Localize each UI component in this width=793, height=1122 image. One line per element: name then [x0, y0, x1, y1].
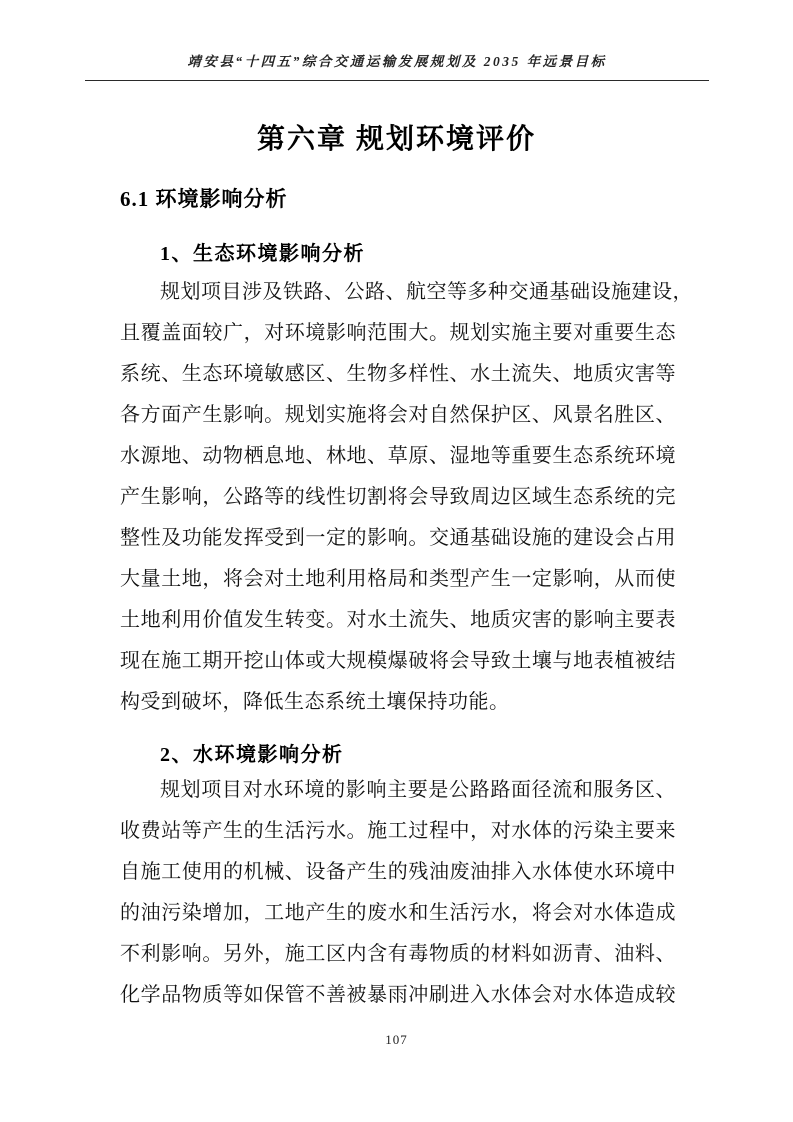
- paragraph-line: 系统、生态环境敏感区、生物多样性、水土流失、地质灾害等: [120, 363, 676, 385]
- paragraph-line: 土地利用价值发生转变。对水土流失、地质灾害的影响主要表: [120, 609, 676, 631]
- subsection-heading-2: 2、水环境影响分析: [160, 744, 344, 766]
- paragraph-line: 的油污染增加，工地产生的废水和生活污水，将会对水体造成: [120, 902, 676, 924]
- paragraph-line: 产生影响，公路等的线性切割将会导致周边区域生态系统的完: [120, 486, 676, 508]
- paragraph-line: 自施工使用的机械、设备产生的残油废油排入水体使水环境中: [120, 861, 676, 883]
- paragraph-line: 大量土地，将会对土地利用格局和类型产生一定影响，从而使: [120, 568, 676, 590]
- paragraph-line: 且覆盖面较广，对环境影响范围大。规划实施主要对重要生态: [120, 322, 676, 344]
- paragraph-line: 收费站等产生的生活污水。施工过程中，对水体的污染主要来: [120, 820, 676, 842]
- paragraph-line: 不利影响。另外，施工区内含有毒物质的材料如沥青、油料、: [120, 943, 676, 965]
- running-header: 靖安县“十四五”综合交通运输发展规划及 2035 年远景目标: [187, 54, 607, 69]
- paragraph-line: 各方面产生影响。规划实施将会对自然保护区、风景名胜区、: [120, 404, 676, 426]
- section-heading: 6.1 环境影响分析: [120, 187, 288, 211]
- paragraph-2: [120, 770, 676, 1016]
- paragraph-line: 现在施工期开挖山体或大规模爆破将会导致土壤与地表植被结: [120, 650, 676, 672]
- paragraph-line: 规划项目对水环境的影响主要是公路路面径流和服务区、: [160, 779, 676, 801]
- chapter-title: 第六章 规划环境评价: [256, 124, 536, 155]
- paragraph-line: 构受到破坏，降低生态系统土壤保持功能。: [120, 691, 510, 713]
- paragraph-1: [120, 272, 693, 723]
- header-rule: [85, 80, 709, 81]
- subsection-heading-1: 1、生态环境影响分析: [160, 243, 365, 265]
- paragraph-line: 水源地、动物栖息地、林地、草原、湿地等重要生态系统环境: [120, 445, 676, 467]
- paragraph-line: 规划项目涉及铁路、公路、航空等多种交通基础设施建设，: [160, 281, 693, 303]
- paragraph-line: 化学品物质等如保管不善被暴雨冲刷进入水体会对水体造成较: [120, 984, 676, 1006]
- paragraph-line: 整性及功能发挥受到一定的影响。交通基础设施的建设会占用: [120, 527, 676, 549]
- page-number: 107: [385, 1032, 408, 1047]
